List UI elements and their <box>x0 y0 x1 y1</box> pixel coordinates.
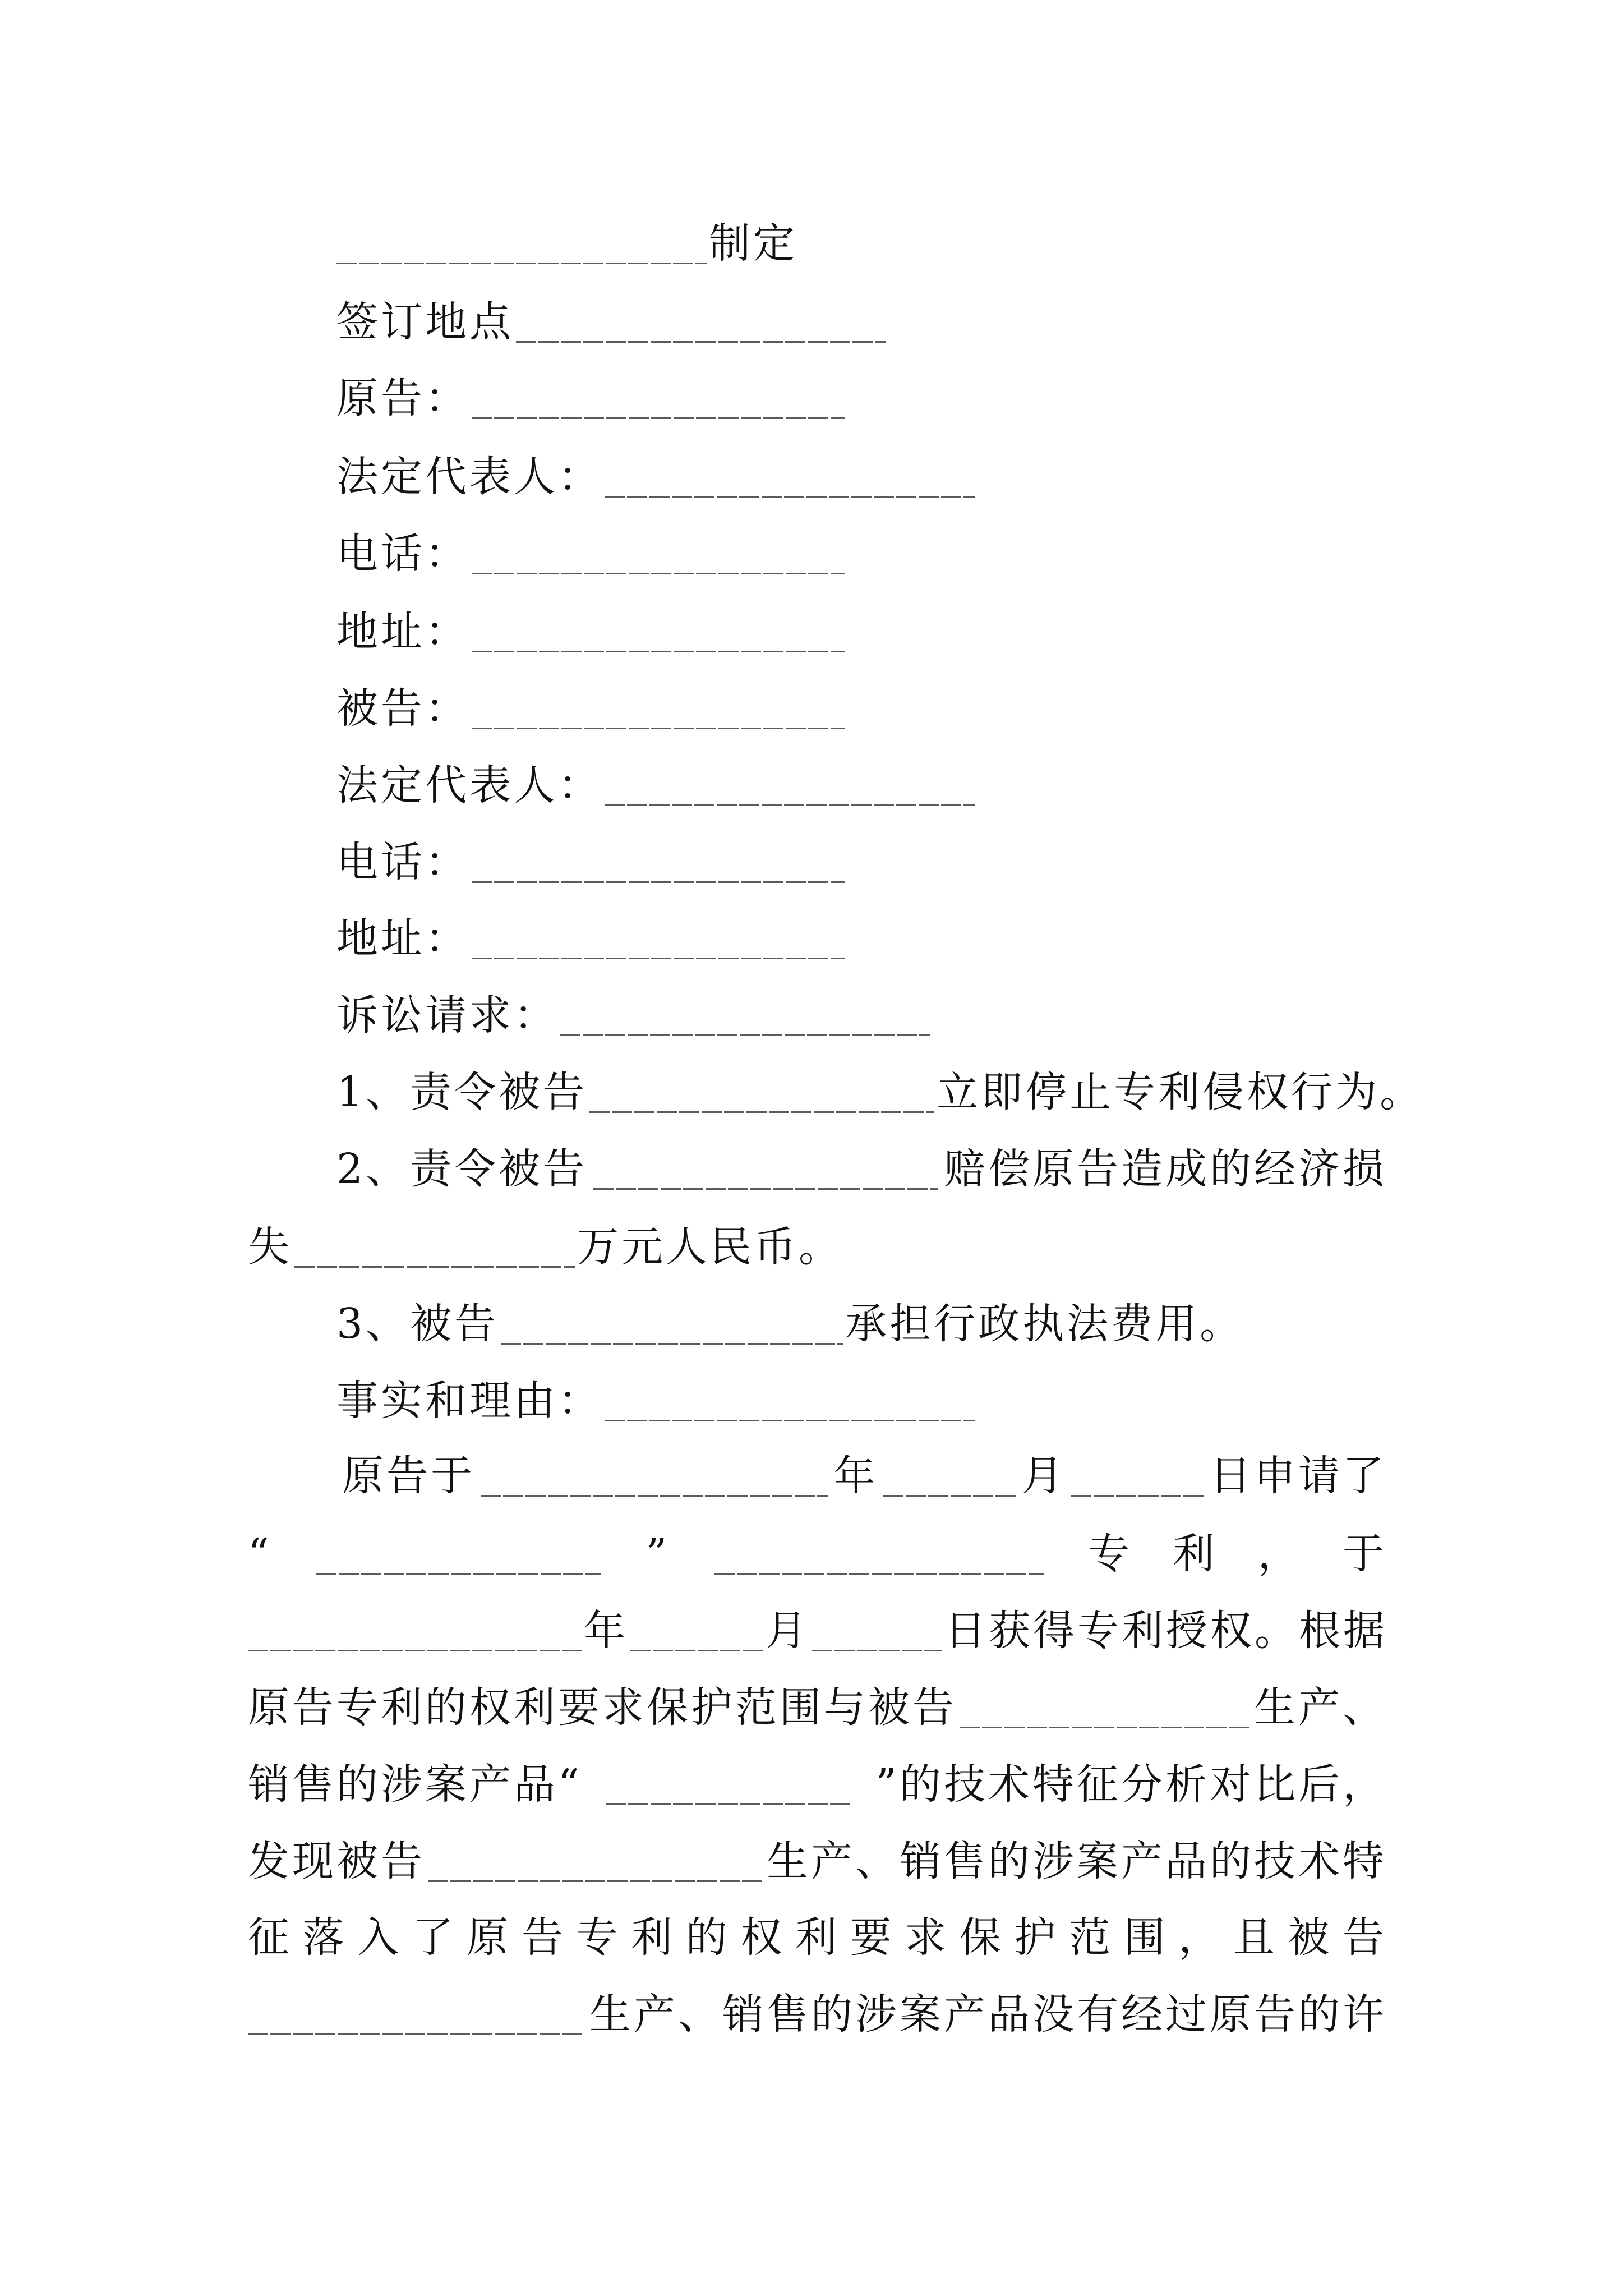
plaintiff-line <box>336 370 1387 426</box>
plaintiff-label: 原告： <box>336 374 469 422</box>
defendant-blank <box>472 728 845 729</box>
facts-label: 事实和理由： <box>336 1377 602 1425</box>
found-suffix: 生产、销售的涉案产品的技术特 <box>767 1837 1387 1885</box>
product-prefix: 销售的涉案产品“ <box>248 1760 582 1809</box>
compare-prefix: 原告专利的权利要求保护范围与被告 <box>248 1683 957 1732</box>
facts-blank <box>605 1420 975 1421</box>
claim-3-defendant-blank <box>501 1343 843 1345</box>
claim-item-3 <box>336 1296 1387 1352</box>
filed-prefix: 原告于 <box>342 1452 475 1500</box>
claim-2-cont-prefix: 失 <box>248 1223 292 1271</box>
maker-blank <box>336 263 707 264</box>
plaintiff-address-line <box>336 604 1387 660</box>
claim-1-suffix: 立即停止专利侵权行为。 <box>937 1068 1424 1116</box>
permission-defendant-blank <box>248 2033 584 2035</box>
plaintiff-phone-line <box>336 526 1387 582</box>
permission-suffix: 生产、销售的涉案产品没有经过原告的许 <box>589 1990 1387 2039</box>
granted-suffix: 日获得专利授权。根据 <box>944 1607 1387 1655</box>
claim-2-prefix: 2、责令被告 <box>336 1145 588 1193</box>
signing-place-blank <box>516 341 886 343</box>
claims-blank <box>560 1034 930 1036</box>
claim-2-defendant-blank <box>593 1188 938 1190</box>
claim-item-2 <box>336 1141 1387 1197</box>
patent-type-blank <box>714 1573 1044 1575</box>
signing-place-label: 签订地点 <box>336 298 514 346</box>
defendant-line <box>336 680 1387 737</box>
granted-year-label: 年 <box>584 1607 628 1655</box>
defendant-phone-line <box>336 834 1387 890</box>
compare-suffix: 生产、 <box>1254 1683 1387 1732</box>
defendant-phone-label: 电话： <box>336 838 469 886</box>
plaintiff-legal-rep-line <box>336 449 1387 505</box>
product-name-blank <box>606 1803 852 1805</box>
defendant-legal-rep-label: 法定代表人： <box>336 761 602 809</box>
patent-suffix: 专利，于 <box>1088 1530 1387 1578</box>
facts-line <box>336 1373 1387 1429</box>
claim-item-1 <box>336 1064 1424 1120</box>
claim-3-suffix: 承担行政执法费用。 <box>845 1300 1244 1348</box>
filed-year-blank <box>481 1495 828 1497</box>
plaintiff-legal-rep-label: 法定代表人： <box>336 453 602 501</box>
filed-month-label: 月 <box>1021 1452 1066 1500</box>
facts-paragraph-line-7 <box>248 1910 1387 1966</box>
plaintiff-phone-blank <box>472 573 845 574</box>
granted-month-label: 月 <box>766 1607 810 1655</box>
filed-suffix: 日申请了 <box>1209 1452 1387 1500</box>
granted-day-blank <box>812 1650 942 1651</box>
product-suffix: ”的技术特征分析对比后， <box>875 1760 1387 1809</box>
defendant-address-blank <box>472 958 845 959</box>
facts-paragraph-line-8 <box>248 1986 1387 2042</box>
header-suffix: 制定 <box>709 219 797 268</box>
defendant-phone-blank <box>472 881 845 883</box>
plaintiff-phone-label: 电话： <box>336 530 469 578</box>
facts-paragraph-line-1 <box>336 1448 1387 1504</box>
claim-2-cont-suffix: 万元人民币。 <box>577 1223 843 1271</box>
defendant-address-label: 地址： <box>336 914 469 963</box>
plaintiff-blank <box>472 417 845 419</box>
found-prefix: 发现被告 <box>248 1837 425 1885</box>
plaintiff-legal-rep-blank <box>605 496 975 498</box>
scope-line: 征落入了原告专利的权利要求保护范围，且被告 <box>248 1913 1387 1962</box>
plaintiff-address-label: 地址： <box>336 608 469 656</box>
defendant-legal-rep-blank <box>605 804 975 806</box>
found-defendant-blank <box>428 1880 764 1882</box>
defendant-label: 被告： <box>336 684 469 733</box>
claim-item-2-continued <box>248 1219 1387 1275</box>
compare-defendant-blank <box>960 1727 1251 1728</box>
header-line <box>336 215 1387 272</box>
claim-3-prefix: 3、被告 <box>336 1300 499 1348</box>
plaintiff-address-blank <box>472 651 845 652</box>
defendant-address-line <box>336 910 1387 967</box>
granted-month-blank <box>630 1650 763 1651</box>
facts-paragraph-line-4 <box>248 1680 1387 1736</box>
signing-place-line <box>336 294 1387 350</box>
filed-year-label: 年 <box>833 1452 878 1500</box>
claims-label: 诉讼请求： <box>336 991 558 1039</box>
filed-day-blank <box>1071 1495 1204 1497</box>
granted-year-blank <box>248 1650 582 1651</box>
patent-name-blank <box>316 1573 601 1575</box>
open-quote: “ <box>248 1530 272 1578</box>
close-quote: ” <box>645 1530 670 1578</box>
facts-paragraph-line-2 <box>248 1526 1387 1582</box>
facts-paragraph-line-6 <box>248 1833 1387 1889</box>
filed-month-blank <box>883 1495 1016 1497</box>
defendant-legal-rep-line <box>336 757 1387 813</box>
claims-line <box>336 987 1387 1043</box>
facts-paragraph-line-3 <box>248 1603 1387 1659</box>
claim-1-defendant-blank <box>589 1111 934 1113</box>
facts-paragraph-line-5 <box>248 1756 1387 1812</box>
claim-2-amount-blank <box>294 1266 575 1268</box>
claim-1-prefix: 1、责令被告 <box>336 1068 588 1116</box>
claim-2-suffix: 赔偿原告造成的经济损 <box>944 1145 1387 1193</box>
